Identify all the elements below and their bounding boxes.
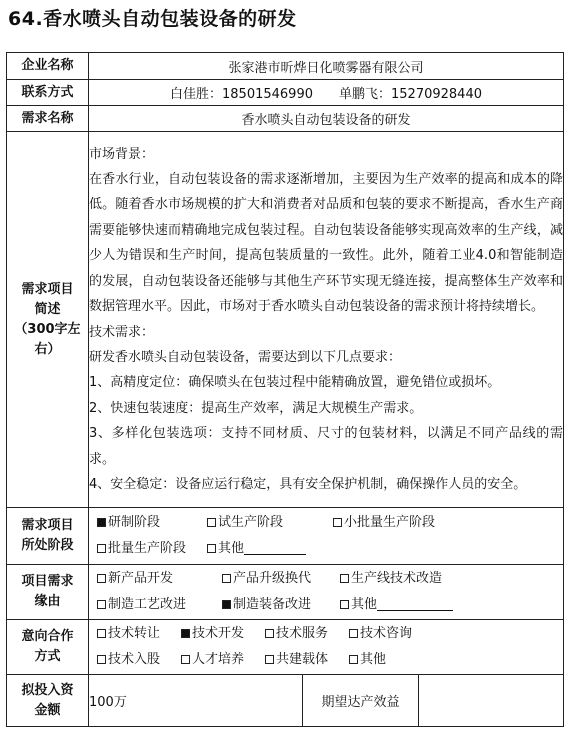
checkbox-icon[interactable]: [97, 518, 106, 527]
checkbox-icon[interactable]: [222, 574, 231, 583]
company-label: 企业名称: [7, 53, 89, 80]
checkbox-icon[interactable]: [181, 655, 190, 664]
stage-options-line-2: [89, 536, 563, 562]
option-label: 研制阶段: [108, 515, 161, 530]
option-label: 制造装备改进: [233, 597, 312, 612]
demand-form-table: [6, 52, 564, 727]
reason-row: [7, 565, 564, 620]
description-paragraph: 研发香水喷头自动包装设备，需要达到以下几点要求：: [89, 349, 402, 365]
option-label: 技术服务: [276, 626, 329, 641]
stage-option-other[interactable]: [207, 536, 306, 562]
reason-option-line-transform[interactable]: [340, 566, 442, 592]
stage-row: [7, 508, 564, 565]
checkbox-icon[interactable]: [97, 544, 106, 553]
description-row: [7, 132, 564, 508]
reason-options-line-1: [89, 566, 563, 592]
stage-label-line: 需求项目: [21, 518, 74, 533]
option-label: 技术入股: [108, 652, 161, 667]
option-label: 其他: [351, 597, 378, 612]
checkbox-icon[interactable]: [97, 629, 106, 638]
reason-label-line: 项目需求: [21, 574, 74, 589]
stage-label: [7, 508, 89, 565]
cooperation-options-line-2: [89, 647, 563, 673]
coop-option-talent[interactable]: [181, 647, 265, 673]
option-label: 技术转让: [108, 626, 161, 641]
contact-person-2: 单鹏飞：15270928440: [339, 87, 482, 102]
option-label: 人才培养: [192, 652, 245, 667]
expected-benefit-value[interactable]: [419, 675, 564, 727]
cooperation-options-line-1: [89, 621, 563, 647]
option-label: 其他: [360, 652, 387, 667]
reason-label: [7, 565, 89, 620]
description-paragraph: 在香水行业，自动包装设备的需求逐渐增加，主要因为生产效率的提高和成本的降低。随着香水市场规模的扩大和消费者对品质和包装的要求不断提高，香水生产商需要能够快速而精确地完成包装过程。自动包装设备能够实现高效率的生产线，减少人为错误和生产时间，提高包装质量的一致性。此外，随着工业4.0和智能制造的发展，自动包装设备还能够与其他生产环节实现无缝连接，提高整体生产效率和数据管理水平。因此，市场对于香水喷头自动包装设备的需求预计将持续增长。: [89, 172, 564, 315]
checkbox-icon[interactable]: [97, 574, 106, 583]
description-label-line: 需求项目: [21, 281, 74, 297]
contact-value: [89, 80, 564, 106]
reason-option-process[interactable]: [97, 592, 222, 618]
option-label: 小批量生产阶段: [344, 515, 436, 530]
cooperation-options: [89, 620, 564, 675]
checkbox-icon[interactable]: [265, 629, 274, 638]
description-paragraph: 1、高精度定位：确保喷头在包装过程中能精确放置，避免错位或损坏。: [89, 375, 501, 391]
investment-label-line: 拟投入资: [21, 682, 74, 698]
coop-option-carrier[interactable]: [265, 647, 349, 673]
option-label: 新产品开发: [108, 571, 174, 586]
coop-option-service[interactable]: [265, 621, 349, 647]
stage-option-develop[interactable]: [97, 510, 207, 536]
option-label: 产品升级换代: [233, 571, 312, 586]
reason-option-equipment[interactable]: [222, 592, 340, 618]
reason-option-other[interactable]: [340, 592, 453, 618]
description-paragraph: 3、多样化包装选项：支持不同材质、尺寸的包装材料，以满足不同产品线的需求。: [89, 426, 564, 467]
checkbox-icon[interactable]: [207, 518, 216, 527]
cooperation-label: [7, 620, 89, 675]
reason-label-line: 缘由: [34, 594, 61, 609]
checkbox-icon[interactable]: [97, 655, 106, 664]
option-label: 制造工艺改进: [108, 597, 187, 612]
description-paragraph: 市场背景：: [89, 146, 155, 162]
description-label-line: 右）: [34, 341, 61, 357]
description-label-line: （300字左: [14, 321, 81, 337]
investment-row: [7, 675, 564, 727]
description-paragraph: 4、安全稳定：设备应运行稳定，具有安全保护机制，确保操作人员的安全。: [89, 476, 527, 492]
reason-options: [89, 565, 564, 620]
checkbox-icon[interactable]: [349, 655, 358, 664]
option-label: 共建载体: [276, 652, 329, 667]
company-value: 张家港市昕烨日化喷雾器有限公司: [89, 53, 564, 80]
stage-options-line-1: [89, 510, 563, 536]
investment-value: 100万: [89, 675, 303, 727]
reason-option-upgrade[interactable]: [222, 566, 340, 592]
description-label-line: 简述: [34, 301, 61, 317]
stage-option-mass[interactable]: [97, 536, 207, 562]
option-label: 批量生产阶段: [108, 541, 187, 556]
page-title: 64.香水喷头自动包装设备的研发: [8, 8, 297, 30]
checkbox-icon[interactable]: [340, 574, 349, 583]
reason-options-line-2: [89, 592, 563, 618]
option-label: 技术开发: [192, 626, 245, 641]
coop-option-development[interactable]: [181, 621, 265, 647]
checkbox-icon[interactable]: [207, 544, 216, 553]
demand-name-label: 需求名称: [7, 106, 89, 132]
reason-option-new-product[interactable]: [97, 566, 222, 592]
contact-person-1: 白佳胜：18501546990: [170, 87, 313, 102]
checkbox-icon[interactable]: [265, 655, 274, 664]
checkbox-icon[interactable]: [222, 600, 231, 609]
expected-benefit-label: 期望达产效益: [303, 675, 419, 727]
description-paragraph: 技术需求：: [89, 324, 155, 340]
checkbox-icon[interactable]: [97, 600, 106, 609]
contact-label: 联系方式: [7, 80, 89, 106]
option-label: 试生产阶段: [218, 515, 284, 530]
option-label: 其他: [218, 541, 245, 556]
demand-name-row: [7, 106, 564, 132]
cooperation-row: [7, 620, 564, 675]
contact-row: [7, 80, 564, 106]
option-label: 技术咨询: [360, 626, 413, 641]
coop-option-transfer[interactable]: [97, 621, 181, 647]
investment-label: [7, 675, 89, 727]
stage-options: [89, 508, 564, 565]
stage-label-line: 所处阶段: [21, 538, 74, 553]
stage-option-trial[interactable]: [207, 510, 333, 536]
option-label: 生产线技术改造: [351, 571, 443, 586]
cooperation-label-line: 意向合作: [21, 629, 74, 644]
investment-label-line: 金额: [34, 702, 61, 718]
description-label: [7, 132, 89, 508]
description-text: [89, 132, 564, 508]
checkbox-icon[interactable]: [340, 600, 349, 609]
coop-option-consulting[interactable]: [349, 621, 412, 647]
demand-name-value: 香水喷头自动包装设备的研发: [89, 106, 564, 132]
other-blank[interactable]: [377, 596, 453, 611]
coop-option-equity[interactable]: [97, 647, 181, 673]
checkbox-icon[interactable]: [181, 629, 190, 638]
coop-option-other[interactable]: [349, 647, 386, 673]
description-paragraph: 2、快速包装速度：提高生产效率，满足大规模生产需求。: [89, 400, 423, 416]
checkbox-icon[interactable]: [349, 629, 358, 638]
company-row: [7, 53, 564, 80]
other-blank[interactable]: [244, 540, 306, 555]
cooperation-label-line: 方式: [34, 649, 61, 664]
stage-option-small-batch[interactable]: [333, 510, 435, 536]
checkbox-icon[interactable]: [333, 518, 342, 527]
